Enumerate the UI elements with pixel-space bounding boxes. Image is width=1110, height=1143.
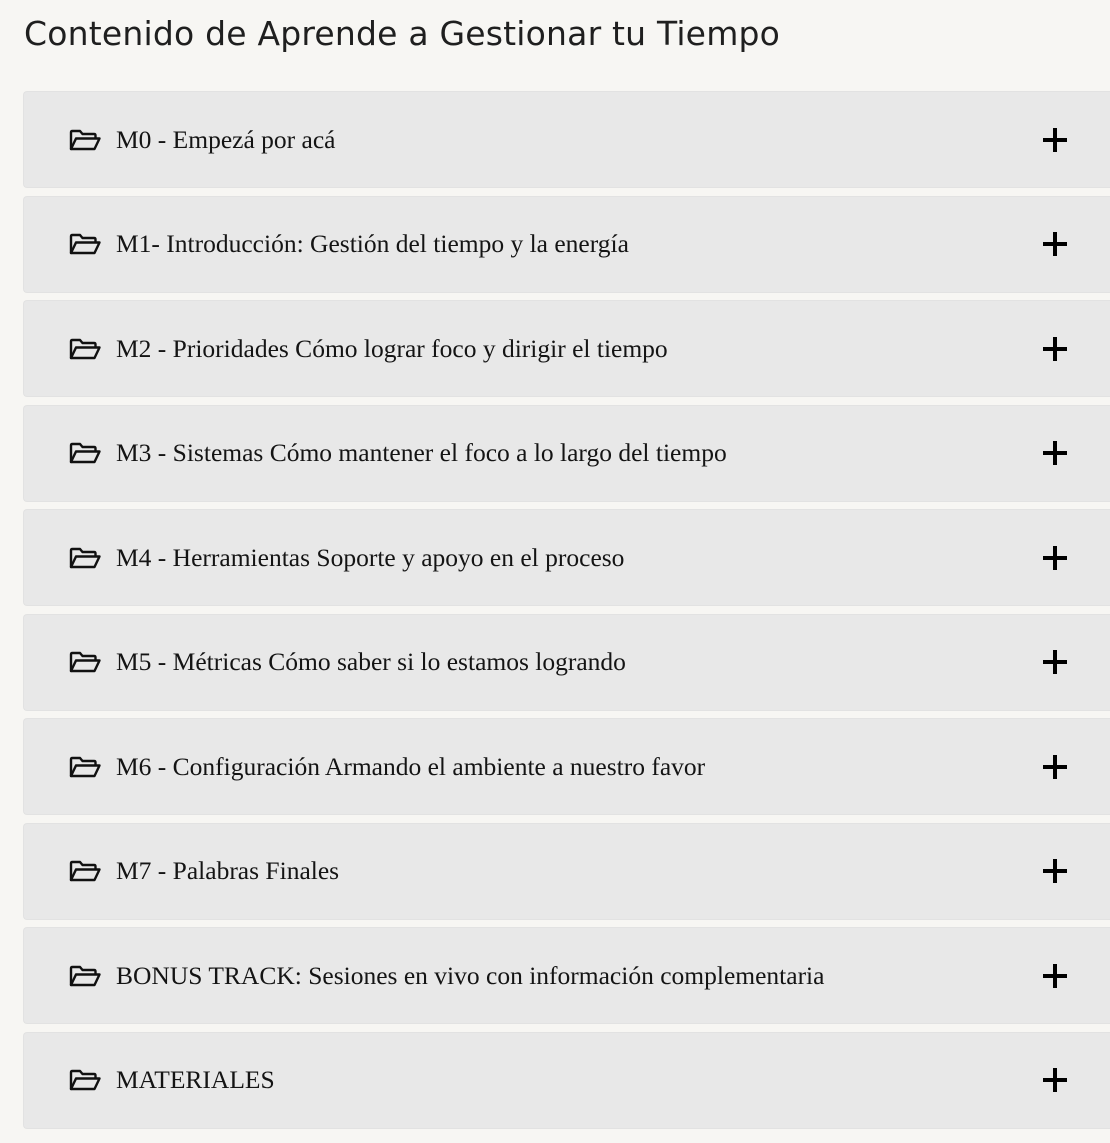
plus-icon[interactable]: [1042, 127, 1068, 153]
folder-open-icon: [69, 965, 101, 987]
module-title: BONUS TRACK: Sesiones en vivo con información complementaria: [116, 960, 825, 990]
module-title: M1- Introducción: Gestión del tiempo y la energía: [116, 229, 629, 258]
plus-icon[interactable]: [1042, 545, 1068, 571]
module-title: M0 - Empezá por acá: [116, 124, 336, 154]
folder-open-icon: [69, 1069, 101, 1091]
module-item-7[interactable]: [23, 823, 1110, 920]
plus-icon[interactable]: [1042, 1067, 1068, 1093]
module-title: M7 - Palabras Finales: [116, 856, 340, 885]
module-item-8[interactable]: [23, 927, 1110, 1024]
folder-open-icon: [69, 651, 101, 673]
plus-icon[interactable]: [1042, 231, 1068, 257]
module-item-9[interactable]: [23, 1032, 1110, 1129]
folder-open-icon: [69, 338, 101, 360]
plus-icon[interactable]: [1042, 858, 1068, 884]
module-title: M3 - Sistemas Cómo mantener el foco a lo largo del tiempo: [116, 438, 727, 467]
module-title: MATERIALES: [116, 1065, 275, 1094]
module-title: M2 - Prioridades Cómo lograr foco y dirigir el tiempo: [116, 333, 668, 363]
plus-icon[interactable]: [1042, 963, 1068, 989]
module-item-3[interactable]: [23, 405, 1110, 502]
folder-open-icon: [69, 442, 101, 464]
module-item-4[interactable]: [23, 509, 1110, 606]
folder-open-icon: [69, 547, 101, 569]
folder-open-icon: [69, 233, 101, 255]
module-title: M5 - Métricas Cómo saber si lo estamos logrando: [116, 647, 626, 676]
module-item-6[interactable]: [23, 718, 1110, 815]
module-accordion: [23, 91, 1110, 1136]
module-title: M6 - Configuración Armando el ambiente a nuestro favor: [116, 751, 706, 781]
module-item-5[interactable]: [23, 614, 1110, 711]
plus-icon[interactable]: [1042, 440, 1068, 466]
module-item-1[interactable]: [23, 196, 1110, 293]
module-item-2[interactable]: [23, 300, 1110, 397]
folder-open-icon: [69, 860, 101, 882]
folder-open-icon: [69, 129, 101, 151]
module-title: M4 - Herramientas Soporte y apoyo en el proceso: [116, 542, 625, 572]
plus-icon[interactable]: [1042, 649, 1068, 675]
plus-icon[interactable]: [1042, 754, 1068, 780]
plus-icon[interactable]: [1042, 336, 1068, 362]
page-title: Contenido de Aprende a Gestionar tu Tiempo: [24, 14, 781, 53]
folder-open-icon: [69, 756, 101, 778]
module-item-0[interactable]: [23, 91, 1110, 188]
